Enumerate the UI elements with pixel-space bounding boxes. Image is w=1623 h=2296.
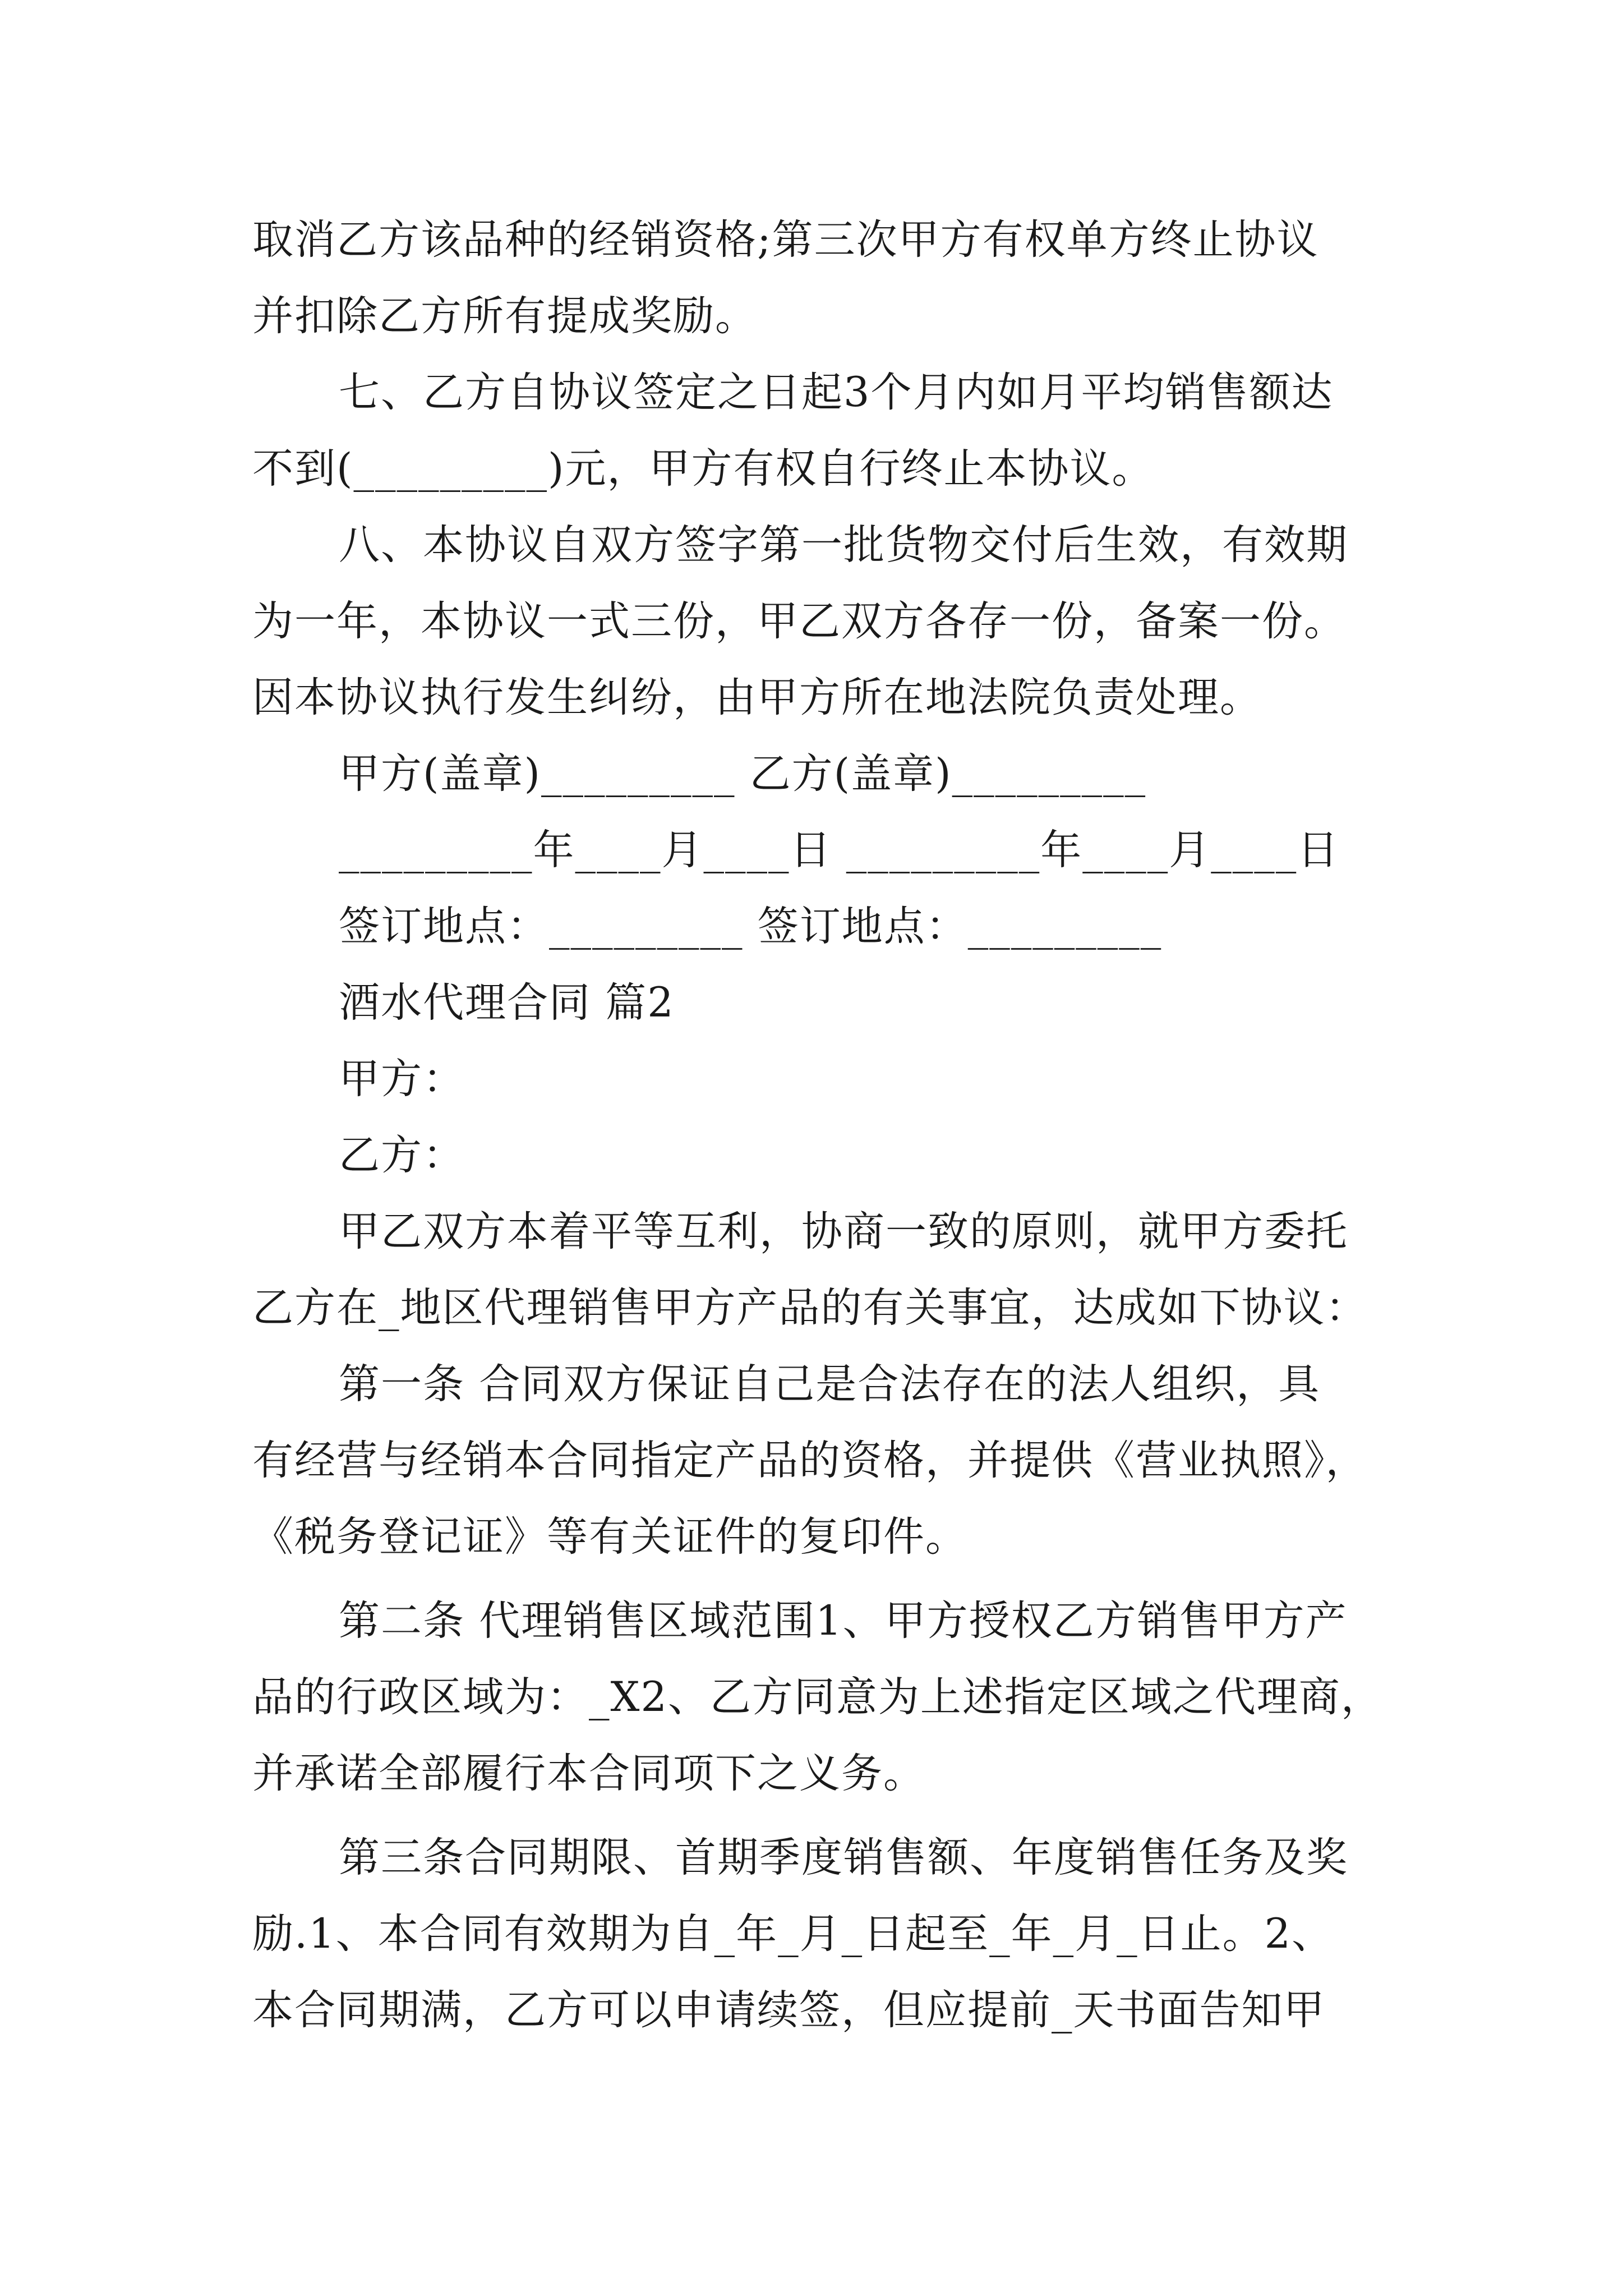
- paragraph-line: 乙方在_地区代理销售甲方产品的有关事宜，达成如下协议：: [252, 1284, 1368, 1332]
- paragraph-line: 励.1、本合同有效期为自_年_月_日起至_年_月_日止。2、: [252, 1910, 1334, 1958]
- signing-place-line: 签订地点：_________ 签订地点：_________: [339, 903, 1163, 950]
- signature-line: 甲方(盖章)_________ 乙方(盖章)_________: [339, 750, 1147, 798]
- paragraph-line: 第二条 代理销售区域范围1、甲方授权乙方销售甲方产: [339, 1597, 1348, 1645]
- paragraph-line: 《税务登记证》等有关证件的复印件。: [252, 1513, 967, 1561]
- party-a-label: 甲方：: [339, 1055, 465, 1103]
- paragraph-line: 有经营与经销本合同指定产品的资格，并提供《营业执照》，: [252, 1437, 1368, 1484]
- paragraph-line: 取消乙方该品种的经销资格;第三次甲方有权单方终止协议: [252, 216, 1319, 264]
- section-title: 酒水代理合同 篇2: [339, 979, 675, 1027]
- paragraph-line: 并扣除乙方所有提成奖励。: [252, 292, 757, 340]
- paragraph-line: 第一条 合同双方保证自己是合法存在的法人组织，具: [339, 1360, 1321, 1408]
- paragraph-line: 品的行政区域为：_X2、乙方同意为上述指定区域之代理商，: [252, 1673, 1383, 1721]
- paragraph-line: 为一年，本协议一式三份，甲乙双方各存一份，备案一份。: [252, 597, 1346, 645]
- paragraph-line: 八、本协议自双方签字第一批货物交付后生效，有效期: [339, 521, 1348, 569]
- paragraph-line: 第三条合同期限、首期季度销售额、年度销售任务及奖: [339, 1834, 1348, 1881]
- paragraph-line: 甲乙双方本着平等互利，协商一致的原则，就甲方委托: [339, 1208, 1348, 1255]
- paragraph-line: 并承诺全部履行本合同项下之义务。: [252, 1750, 925, 1797]
- paragraph-line: 本合同期满，乙方可以申请续签，但应提前_天书面告知甲: [252, 1986, 1326, 2034]
- party-b-label: 乙方：: [339, 1131, 465, 1179]
- paragraph-line: 不到(_________)元，甲方有权自行终止本协议。: [252, 445, 1154, 493]
- paragraph-line: 因本协议执行发生纠纷，由甲方所在地法院负责处理。: [252, 674, 1262, 721]
- paragraph-line: 七、乙方自协议签定之日起3个月内如月平均销售额达: [339, 369, 1334, 416]
- date-line: _________年____月____日 _________年____月____日: [339, 826, 1340, 874]
